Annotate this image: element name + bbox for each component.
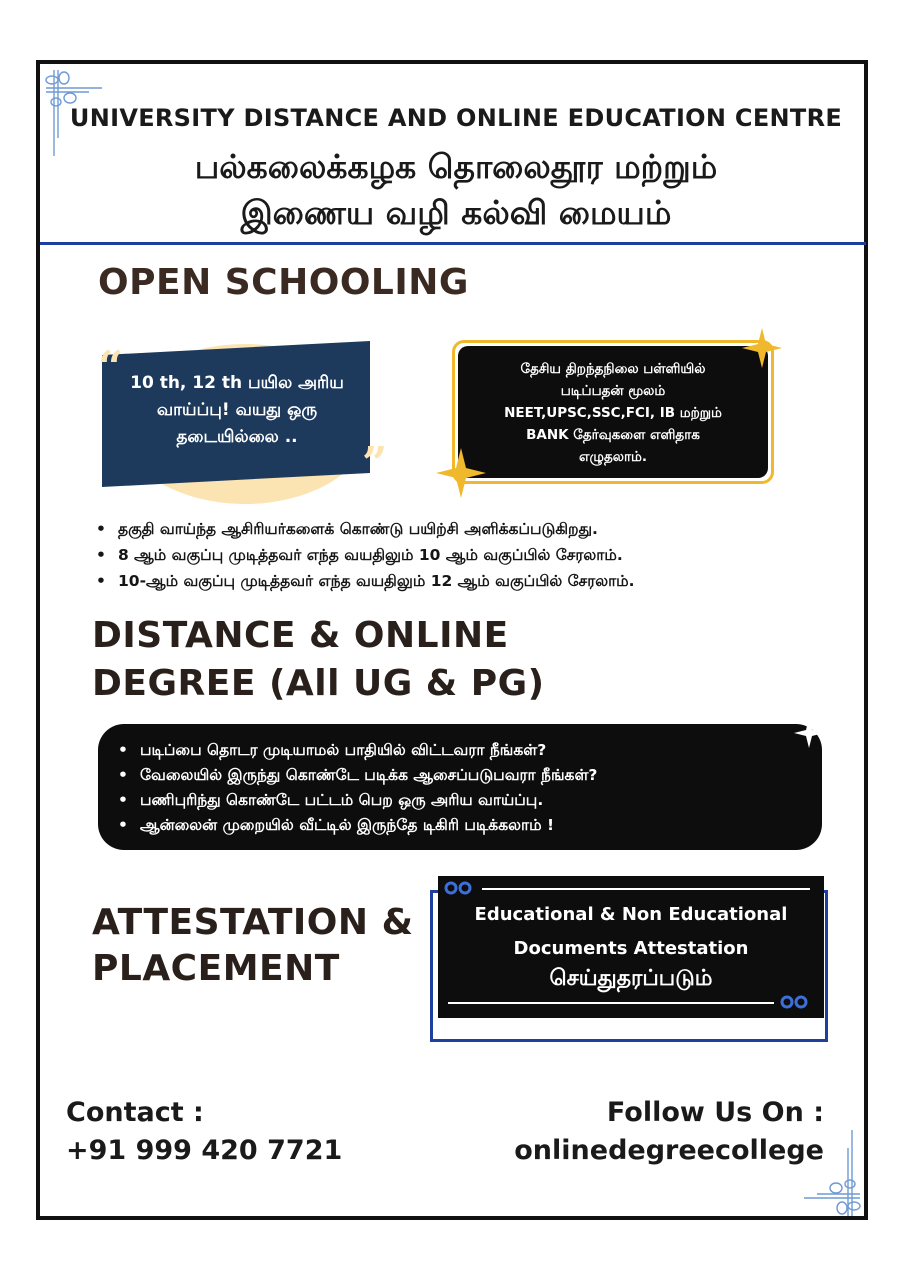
nios-text [458, 358, 768, 468]
header-divider [40, 242, 866, 245]
dots-icon [780, 994, 810, 1010]
list-item: • 10-ஆம் வகுப்பு முடித்தவர் எந்த வயதிலும் 12 ஆம் வகுப்பில் சேரலாம். [96, 568, 856, 594]
quote-line1: 10 th, 12 th பயில அரிய [130, 373, 344, 393]
divider-line [482, 888, 810, 890]
open-quote-icon: “ [98, 342, 124, 393]
quote-line2: வாய்ப்பு! வயது ஒரு [156, 400, 318, 420]
nios-line1: தேசிய திறந்தநிலை பள்ளியில் [520, 361, 706, 377]
follow-block [514, 1094, 824, 1170]
header-title-tamil [40, 144, 872, 236]
open-schooling-heading: OPEN SCHOOLING [98, 262, 469, 303]
list-item: • 8 ஆம் வகுப்பு முடித்தவர் எந்த வயதிலும் 10 ஆம் வகுப்பில் சேரலாம். [96, 542, 856, 568]
attestation-heading-line1: ATTESTATION & [92, 902, 414, 943]
attestation-line2: Documents Attestation [513, 938, 749, 959]
attestation-heading-line2: PLACEMENT [92, 948, 340, 989]
poster-frame [36, 60, 868, 1220]
quote-text [102, 370, 372, 451]
nios-line5: எழுதலாம். [578, 449, 647, 465]
header-tamil-line2: இணைய வழி கல்வி மையம் [240, 193, 672, 232]
header-title-english: UNIVERSITY DISTANCE AND ONLINE EDUCATION CENTRE [69, 104, 843, 132]
distance-heading [92, 612, 545, 708]
follow-handle[interactable]: onlinedegreecollege [514, 1135, 824, 1166]
divider-line [448, 1002, 774, 1004]
dots-icon [444, 880, 474, 896]
attestation-box-text [438, 898, 824, 966]
list-item: • படிப்பை தொடர முடியாமல் பாதியில் விட்டவரா நீங்கள்? [118, 738, 818, 763]
follow-label: Follow Us On : [606, 1097, 824, 1128]
distance-bullets [118, 738, 818, 838]
open-schooling-bullets [96, 516, 856, 594]
attestation-heading [92, 900, 413, 992]
attestation-line3: செய்துதரப்படும் [549, 966, 713, 991]
list-item: • வேலையில் இருந்து கொண்டே படிக்க ஆசைப்படுபவரா நீங்கள்? [118, 763, 818, 788]
list-item: • ஆன்லைன் முறையில் வீட்டில் இருந்தே டிகிரி படிக்கலாம் ! [118, 813, 818, 838]
close-quote-icon: ” [362, 438, 388, 489]
flourish-bottom-right [802, 1128, 862, 1218]
star-icon [436, 448, 486, 498]
attestation-line1: Educational & Non Educational [474, 904, 788, 925]
nios-line4: BANK தேர்வுகளை எளிதாக [526, 427, 700, 443]
nios-line3: NEET,UPSC,SSC,FCI, IB மற்றும் [504, 405, 722, 421]
distance-heading-line1: DISTANCE & ONLINE [92, 615, 509, 656]
nios-line2: படிப்பதன் மூலம் [560, 383, 666, 399]
quote-line3: தடையில்லை .. [176, 427, 298, 447]
header-tamil-line1: பல்கலைக்கழக தொலைதூர மற்றும் [194, 147, 718, 186]
star-icon [742, 328, 782, 368]
contact-phone[interactable]: +91 999 420 7721 [66, 1135, 343, 1166]
distance-heading-line2: DEGREE (All UG & PG) [92, 663, 545, 704]
list-item: • தகுதி வாய்ந்த ஆசிரியர்களைக் கொண்டு பயிற்சி அளிக்கப்படுகிறது. [96, 516, 856, 542]
contact-label: Contact : [66, 1097, 204, 1128]
contact-block [66, 1094, 342, 1170]
list-item: • பணிபுரிந்து கொண்டே பட்டம் பெற ஒரு அரிய வாய்ப்பு. [118, 788, 818, 813]
